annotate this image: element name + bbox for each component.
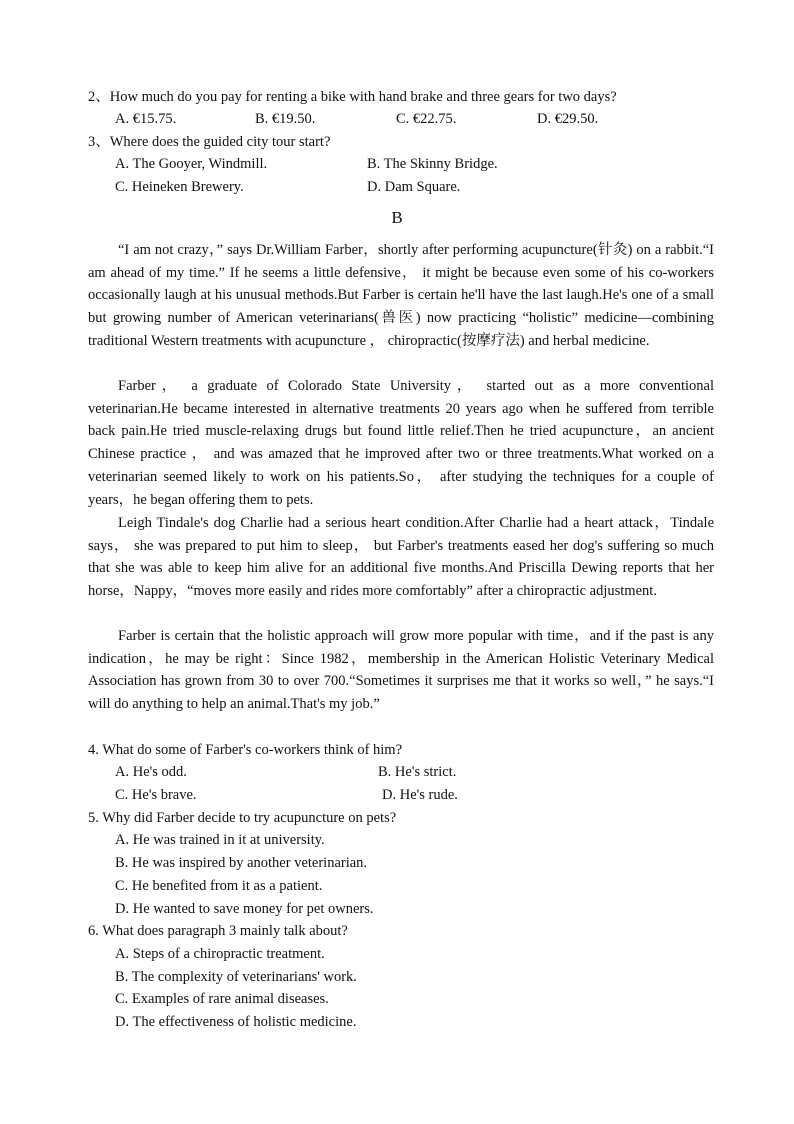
passage-paragraph-2: Farber， a graduate of Colorado State University， started out as a more conventional veterinarian.He became interested in alternative treatments 20 years ago when he suffered from terrible back pain.He tried muscle-relaxing drugs but found little relief.Then he tried acupuncture，an ancient Chinese practice ， and was amazed that he improved after two or three treatments.What worked on a veterinarian seemed likely to work on his patients.So， after studying the techniques for a couple of years，he began offering them to pets. <box>88 378 714 508</box>
question-2-stem: 2、How much do you pay for renting a bike with hand brake and three gears for two days? <box>88 89 617 105</box>
question-3-option-d: D. Dam Square. <box>367 179 461 195</box>
question-3-option-a: A. The Gooyer, Windmill. <box>115 156 268 172</box>
passage-paragraph-1: “I am not crazy，” says Dr.William Farber，shortly after performing acupuncture(针灸) on a rabbit.“I am ahead of my time.” If he seems a little defensive， it might be because even some of his co-workers occasionally laugh at his unusual methods.But Farber is certain he'll have the last laugh.He's one of a small but growing number of American veterinarians(兽医) now practicing “holistic” medicine—combining traditional Western treatments with acupuncture ， chiropractic(按摩疗法) and herbal medicine. <box>88 242 714 349</box>
question-5-stem: 5. Why did Farber decide to try acupuncture on pets? <box>88 810 397 826</box>
question-2-option-d: D. €29.50. <box>537 111 599 127</box>
question-4-option-c: C. He's brave. <box>115 787 197 803</box>
question-3-option-c: C. Heineken Brewery. <box>115 179 244 195</box>
question-5-option-c: C. He benefited from it as a patient. <box>115 878 323 894</box>
question-6-option-a: A. Steps of a chiropractic treatment. <box>115 946 325 962</box>
section-title: B <box>391 208 403 227</box>
question-3-option-b: B. The Skinny Bridge. <box>367 156 498 172</box>
question-3-stem: 3、Where does the guided city tour start? <box>88 134 331 150</box>
question-5-option-a: A. He was trained in it at university. <box>115 832 325 848</box>
question-4-option-d: D. He's rude. <box>382 787 458 803</box>
question-6-option-d: D. The effectiveness of holistic medicine. <box>115 1014 357 1030</box>
question-2-option-c: C. €22.75. <box>396 111 457 127</box>
question-5-option-d: D. He wanted to save money for pet owners. <box>115 901 374 917</box>
question-4-option-a: A. He's odd. <box>115 764 187 780</box>
question-2-option-b: B. €19.50. <box>255 111 316 127</box>
question-4-option-b: B. He's strict. <box>378 764 457 780</box>
question-2-option-a: A. €15.75. <box>115 111 177 127</box>
question-6-stem: 6. What does paragraph 3 mainly talk about? <box>88 923 348 939</box>
passage-paragraph-4: Farber is certain that the holistic approach will grow more popular with time，and if the past is any indication，he may be right：Since 1982，membership in the American Holistic Veterinary Medical Association has grown from 30 to over 700.“Sometimes it surprises me that it works so well，” he says.“I will do anything to help an animal.That's my job.” <box>88 628 714 713</box>
question-6-option-b: B. The complexity of veterinarians' work. <box>115 969 357 985</box>
question-4-stem: 4. What do some of Farber's co-workers think of him? <box>88 742 403 758</box>
passage-paragraph-3: Leigh Tindale's dog Charlie had a serious heart condition.After Charlie had a heart attack，Tindale says， she was prepared to put him to sleep， but Farber's treatments eased her dog's suffering so much that she was able to keep him alive for an additional five months.And Priscilla Dewing reports that her horse，Nappy，“moves more easily and rides more comfortably” after a chiropractic adjustment. <box>88 515 714 600</box>
question-5-option-b: B. He was inspired by another veterinarian. <box>115 855 368 871</box>
question-6-option-c: C. Examples of rare animal diseases. <box>115 991 329 1007</box>
